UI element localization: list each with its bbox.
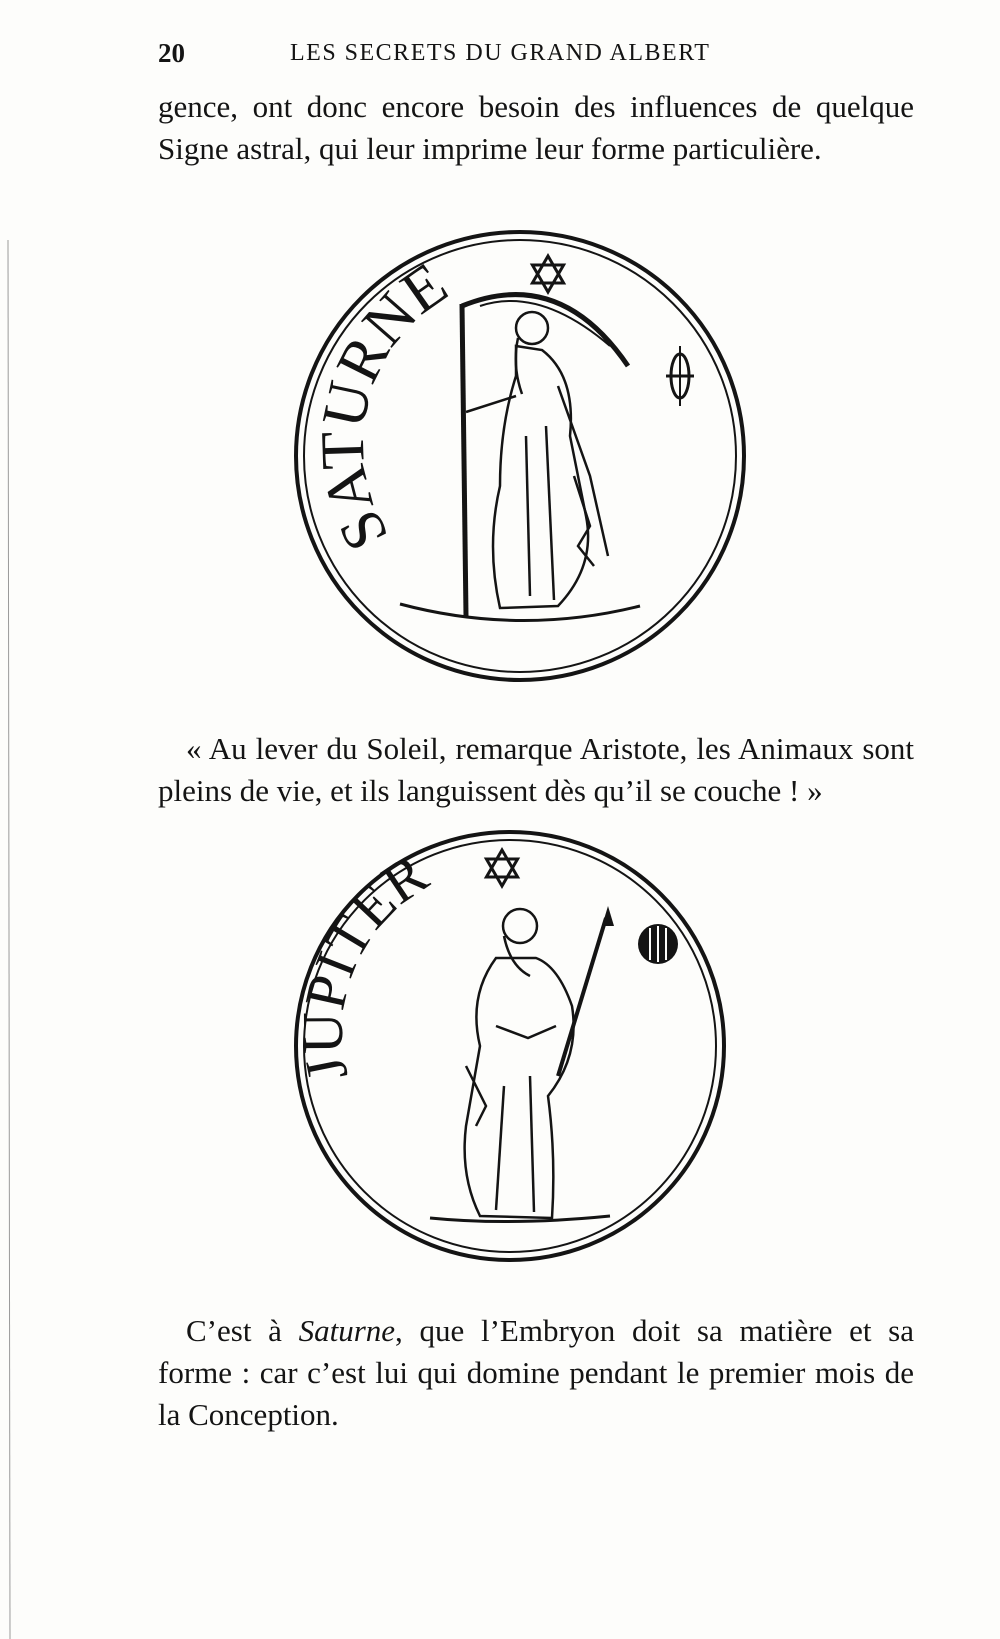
saturn-legend: SATURNE [308,249,460,561]
paragraph-influences: gence, ont donc encore besoin des influences de quelque Signe astral, qui leur imprime leur forme particulière. [158,89,914,166]
scythe-icon [462,295,628,616]
paragraph-text: C’est à [186,1313,299,1348]
paragraph-saturn-embryo [158,1310,914,1436]
saturn-figure [466,312,608,608]
jupiter-figure [465,909,574,1218]
page-number: 20 [158,38,185,68]
running-header [158,38,918,78]
jupiter-engraving [290,826,730,1266]
saturn-planet-symbol-icon [666,346,694,406]
paragraph-text: , que l’Embryon doit sa matière et sa forme : car c’est lui qui domine pendant le premier mois de la Conception. [158,1313,914,1432]
six-pointed-star-icon [486,850,517,886]
six-pointed-star-icon [532,256,563,292]
paragraph-aristotle: « Au lever du Soleil, remarque Aristote, les Animaux sont pleins de vie, et ils languissent dès qu’il se couche ! » [158,731,914,808]
running-title: LES SECRETS DU GRAND ALBERT [290,40,711,66]
saturn-medallion [290,226,750,686]
page-edge [0,0,20,1639]
jupiter-planet-symbol-icon [638,924,678,964]
jupiter-medallion [290,826,730,1266]
saturne-italic: Saturne [298,1313,396,1348]
jupiter-legend: JUPITER [290,840,439,1087]
saturn-engraving [290,226,750,686]
